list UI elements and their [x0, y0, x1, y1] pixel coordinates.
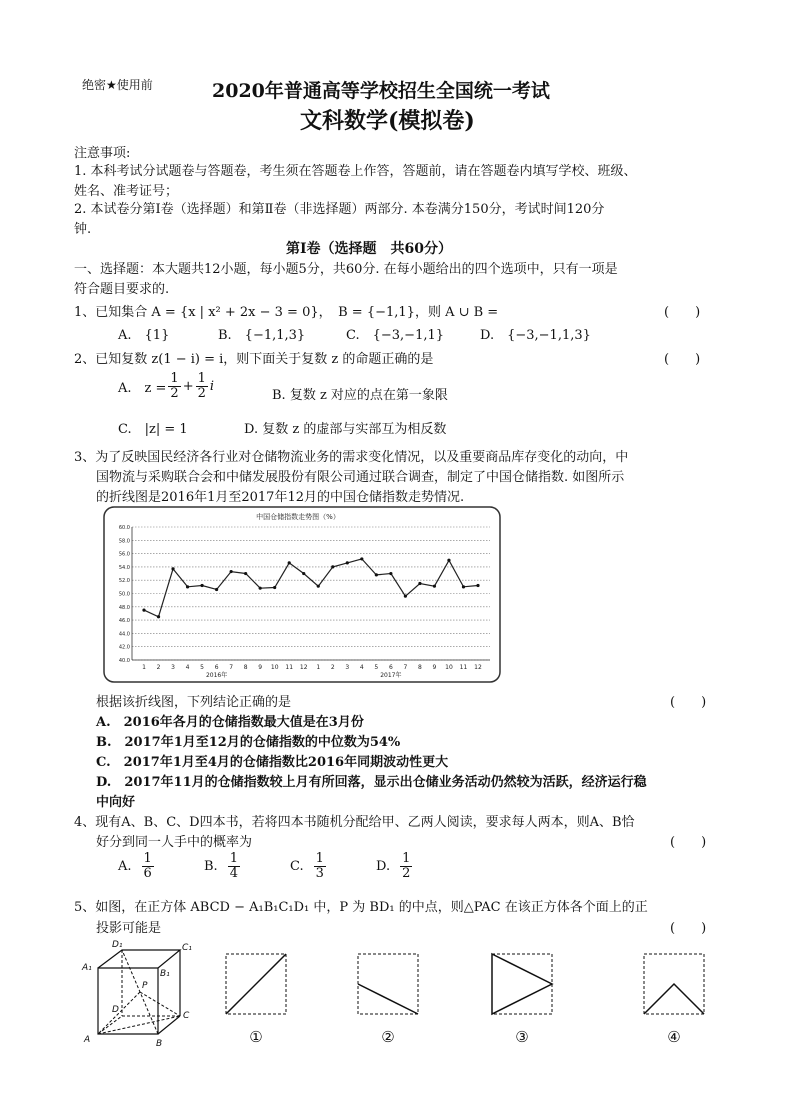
data-point: [476, 584, 479, 587]
x-tick-label: 5: [200, 664, 205, 671]
q5-line-2: 投影可能是: [96, 921, 162, 936]
q2-stem: 2、已知复数 z(1 − i) = i，则下面关于复数 z 的命题正确的是: [74, 352, 434, 367]
y-tick-label: 48.0: [118, 604, 130, 611]
q3-answer-paren: ( ): [670, 695, 707, 710]
x-tick-label: 5: [374, 664, 379, 671]
q1-option-c: C. {−3,−1,1}: [346, 328, 445, 343]
projection-figure-2: [354, 950, 424, 1050]
data-point: [200, 584, 203, 587]
projection-square: [492, 954, 552, 1014]
x-tick-label: 2: [330, 664, 335, 671]
q2-option-a-fraction-1: [168, 372, 180, 401]
notice-heading: 注意事项:: [74, 146, 131, 161]
q1-option-a: A. {1}: [118, 328, 170, 343]
x-tick-label: 12: [474, 664, 482, 671]
q4-answer-paren: ( ): [670, 835, 707, 850]
plus-sign: +: [182, 379, 194, 394]
q1-stem: 1、已知集合 A = {x | x² + 2x − 3 = 0}， B = {−1,1}，则 A ∪ B =: [74, 305, 499, 320]
q1-option-d: D. {−3,−1,1,3}: [480, 328, 591, 343]
q2-option-a-fraction-2: [196, 372, 208, 401]
q2-option-a-label: A. z =: [118, 381, 167, 396]
imaginary-unit: i: [209, 379, 215, 394]
projection-segment: [226, 954, 286, 1014]
y-tick-label: 52.0: [118, 578, 130, 585]
data-point: [331, 565, 334, 568]
data-point: [389, 572, 392, 575]
q4-option-label: C.: [290, 859, 304, 874]
year-label-2016: 2016年: [205, 672, 228, 679]
data-point: [273, 586, 276, 589]
q1-option-b: B. {−1,1,3}: [218, 328, 306, 343]
projection-figure-3: [488, 950, 558, 1050]
q4-option: [290, 852, 328, 881]
projection-figure-1: [222, 950, 292, 1050]
q4-option-label: B.: [204, 859, 218, 874]
cube-label-a: A: [84, 1035, 91, 1045]
cube-top-back-edges: [98, 950, 180, 968]
cube-label-b: B: [156, 1039, 163, 1048]
fraction-numerator: 1: [402, 851, 411, 866]
section-intro-line-2: 符合题目要求的.: [74, 282, 170, 297]
segment-pc: [140, 992, 180, 1016]
data-point: [244, 572, 247, 575]
q4-option-label: D.: [376, 859, 391, 874]
x-tick-label: 1: [142, 664, 146, 671]
notice-item-2-line-2: 钟.: [74, 222, 92, 237]
x-tick-label: 9: [258, 664, 263, 671]
fraction-numerator: 1: [315, 851, 324, 866]
q3-line-3: 的折线图是2016年1月至2017年12月的中国仓储指数走势情况.: [96, 490, 465, 505]
q4-option: [376, 852, 414, 881]
q4-line-1: 4、现有A、B、C、D四本书，若将四本书随机分配给甲、乙两人阅读，要求每人两本，则A、B恰: [74, 815, 635, 830]
figure-label-3: ③: [515, 1028, 529, 1046]
data-point: [157, 615, 160, 618]
q2-answer-paren: ( ): [664, 352, 701, 367]
data-point: [317, 585, 320, 588]
q4-option-fraction: [314, 852, 326, 881]
x-tick-label: 10: [445, 664, 453, 671]
exam-title: 2020年普通高等学校招生全国统一考试: [212, 80, 550, 102]
data-point: [418, 582, 421, 585]
section-title: 第Ⅰ卷（选择题 共60分）: [286, 241, 453, 257]
figure-label-2: ②: [381, 1028, 395, 1046]
q5-line-1: 5、如图，在正方体 ABCD − A₁B₁C₁D₁ 中，P 为 BD₁ 的中点，则△PAC 在该正方体各个面上的正: [74, 900, 648, 915]
x-tick-label: 8: [243, 664, 248, 671]
x-tick-label: 2: [156, 664, 161, 671]
data-point: [433, 585, 436, 588]
y-tick-label: 42.0: [118, 644, 130, 651]
q4-options: [118, 852, 438, 892]
notice-item-2-line-1: 2. 本试卷分第Ⅰ卷（选择题）和第Ⅱ卷（非选择题）两部分. 本卷满分150分，考试时间120分: [74, 202, 605, 217]
cube-label-d1: D₁: [112, 940, 123, 950]
projection-roof: [644, 984, 704, 1014]
cube-label-a1: A₁: [82, 963, 92, 973]
secret-mark: 绝密★使用前: [82, 78, 153, 92]
q5-answer-paren: ( ): [670, 921, 707, 936]
fraction-numerator: 1: [143, 851, 152, 866]
data-point: [302, 572, 305, 575]
q3-option-d-line-1: D. 2017年11月的仓储指数较上月有所回落，显示出仓储业务活动仍然较为活跃，经济运行稳: [96, 775, 647, 790]
x-tick-label: 8: [417, 664, 422, 671]
data-point: [230, 570, 233, 573]
q2-option-c: C. |z| = 1: [118, 422, 188, 437]
cube-front-face: [98, 968, 158, 1034]
x-tick-label: 1: [316, 664, 321, 671]
projection-square: [358, 954, 418, 1014]
y-tick-label: 44.0: [118, 631, 130, 638]
q2-option-b: B. 复数 z 对应的点在第一象限: [272, 388, 448, 403]
q4-line-2: 好分到同一人手中的概率为: [96, 835, 253, 850]
cube-label-p: P: [142, 981, 148, 991]
x-tick-label: 4: [359, 664, 364, 671]
cube-label-c1: C₁: [182, 943, 192, 953]
q3-option-a: A. 2016年各月的仓储指数最大值是在3月份: [96, 715, 364, 730]
fraction-denominator: 2: [197, 386, 206, 401]
projection-triangle: [492, 954, 552, 1014]
cube-label-d: D: [112, 1005, 119, 1015]
x-tick-label: 7: [229, 664, 234, 671]
data-point: [346, 561, 349, 564]
data-point: [171, 567, 174, 570]
cube-label-c: C: [183, 1011, 190, 1021]
data-point: [186, 585, 189, 588]
q3-line-1: 3、为了反映国民经济各行业对仓储物流业务的需求变化情况，以及重要商品库存变化的动向，中: [74, 450, 629, 465]
chart-frame: [104, 507, 500, 682]
fraction-numerator: 1: [197, 371, 206, 386]
notice-item-1-line-2: 姓名、准考证号；: [74, 184, 179, 199]
y-tick-label: 54.0: [118, 564, 130, 571]
cube-label-b1: B₁: [160, 969, 170, 979]
data-point: [462, 585, 465, 588]
section-intro-line-1: 一、选择题：本大题共12小题，每小题5分，共60分. 在每小题给出的四个选项中，只有一项是: [74, 262, 618, 277]
fraction-numerator: 1: [229, 851, 238, 866]
year-label-2017: 2017年: [380, 672, 402, 679]
q3-question: 根据该折线图，下列结论正确的是: [96, 695, 292, 710]
q4-option-fraction: [142, 852, 154, 881]
data-point: [375, 573, 378, 576]
fraction-denominator: 6: [143, 866, 152, 881]
y-tick-label: 40.0: [118, 658, 130, 664]
x-tick-label: 11: [285, 664, 294, 671]
data-point: [404, 595, 407, 598]
fraction-denominator: 3: [315, 866, 324, 881]
projection-figure-4: [640, 950, 710, 1050]
q3-line-2: 国物流与采购联合会和中储发展股份有限公司通过联合调查，制定了中国仓储指数. 如图所示: [96, 470, 625, 485]
q3-option-d-line-2: 中向好: [96, 795, 136, 810]
q4-option: [204, 852, 242, 881]
x-tick-label: 4: [185, 664, 190, 671]
fraction-denominator: 2: [402, 866, 411, 881]
fraction-numerator: 1: [170, 371, 179, 386]
q2-option-a: [118, 372, 214, 401]
figure-label-4: ④: [667, 1028, 681, 1046]
data-point: [360, 557, 363, 560]
x-tick-label: 3: [345, 664, 350, 671]
data-point: [288, 561, 291, 564]
x-tick-label: 11: [459, 664, 468, 671]
cube-figure: [80, 938, 200, 1048]
y-tick-label: 58.0: [118, 538, 130, 545]
x-tick-label: 12: [299, 664, 308, 671]
q4-option-label: A.: [118, 859, 132, 874]
data-point: [447, 559, 450, 562]
q3-option-c: C. 2017年1月至4月的仓储指数比2016年同期波动性更大: [96, 755, 449, 770]
x-tick-label: 6: [214, 664, 219, 671]
figure-label-1: ①: [249, 1028, 263, 1046]
chart-title: 中国仓储指数走势图（%）: [256, 513, 340, 521]
exam-subtitle: 文科数学(模拟卷): [300, 108, 475, 134]
q4-option-fraction: [228, 852, 240, 881]
q4-option-fraction: [400, 852, 412, 881]
x-tick-label: 9: [432, 664, 437, 671]
x-tick-label: 7: [403, 664, 408, 671]
projection-segment: [358, 984, 418, 1014]
fraction-denominator: 4: [229, 866, 238, 881]
y-tick-label: 46.0: [118, 618, 130, 625]
data-point: [142, 609, 145, 612]
data-point: [215, 588, 218, 591]
x-tick-label: 6: [388, 664, 393, 671]
q4-option: [118, 852, 156, 881]
x-tick-label: 3: [171, 664, 175, 671]
y-tick-label: 56.0: [118, 551, 130, 558]
data-point: [259, 587, 262, 590]
fraction-denominator: 2: [170, 386, 179, 401]
y-tick-label: 60.0: [118, 525, 130, 531]
notice-item-1-line-1: 1. 本科考试分试题卷与答题卷，考生须在答题卷上作答，答题前，请在答题卷内填写学校、班级、: [74, 164, 637, 179]
y-tick-label: 50.0: [118, 591, 130, 598]
q3-option-b: B. 2017年1月至12月的仓储指数的中位数为54%: [96, 735, 401, 750]
segment-pa: [98, 992, 140, 1034]
q1-answer-paren: ( ): [664, 305, 701, 320]
warehouse-index-line-chart: [102, 505, 504, 685]
q2-option-d: D. 复数 z 的虚部与实部互为相反数: [244, 422, 447, 437]
x-tick-label: 10: [270, 664, 279, 671]
